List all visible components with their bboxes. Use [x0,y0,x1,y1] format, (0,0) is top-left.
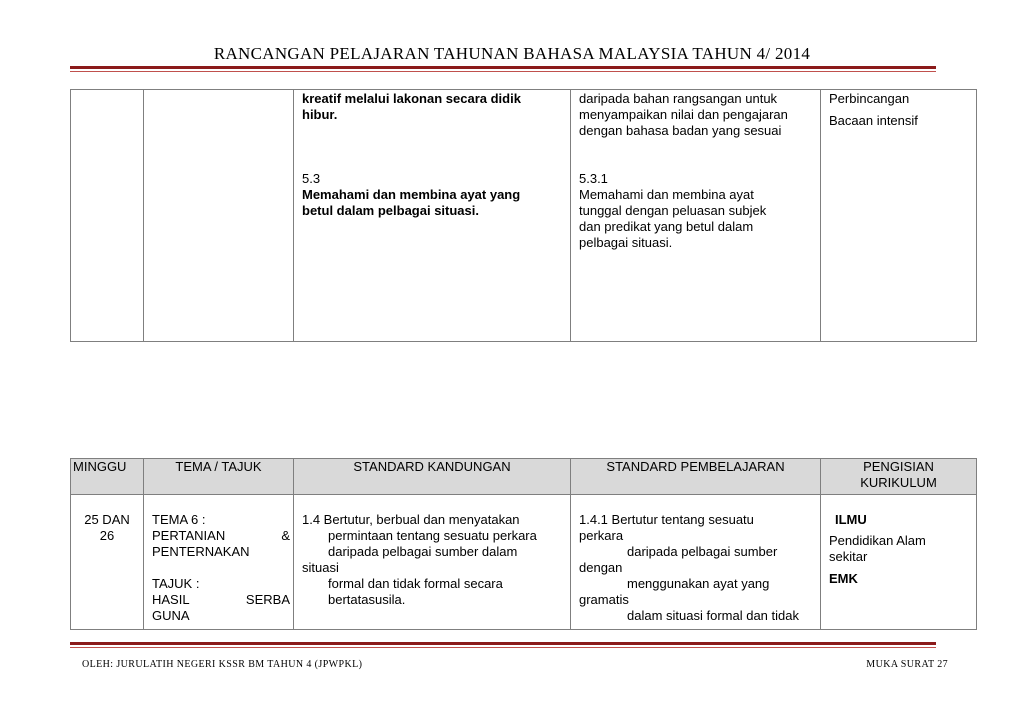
tema-cell [144,495,294,630]
pk-emk: EMK [829,571,858,586]
header-pk-line: PENGISIAN [863,459,934,474]
sp-continued-line: daripada bahan rangsangan untuk [579,91,778,106]
pk-item: Perbincangan [829,91,910,106]
sk-line: 1.4 Bertutur, berbual dan menyatakan [302,512,520,527]
sp-line: dan predikat yang betul dalam [579,219,754,234]
tajuk-name: HASIL SERBA [152,592,290,607]
plan-table [70,458,977,630]
pk-item: Bacaan intensif [829,113,918,128]
pk-ilmu: ILMU [835,512,867,527]
sk-line: permintaan tentang sesuatu perkara [328,528,537,543]
minggu-value: 26 [99,528,115,543]
footer-rule-thick [70,642,936,645]
tajuk-name: GUNA [152,608,190,623]
page-title: RANCANGAN PELAJARAN TAHUNAN BAHASA MALAYSIA TAHUN 4/ 2014 [213,44,811,63]
header-sp: STANDARD PEMBELAJARAN [571,459,821,495]
sp-code: 5.3.1 [579,171,608,186]
table-header-row [71,459,977,495]
footer-rule-thin [70,647,936,648]
sk-line: situasi [302,560,339,575]
pengisian-kurikulum-cell [821,90,977,342]
tema-cell [144,90,294,342]
tema-name: PERTANIAN & [152,528,290,543]
tajuk-label: TAJUK : [152,576,200,591]
sk-code: 5.3 [302,171,321,186]
table-row [71,495,977,630]
header-tema: TEMA / TAJUK [144,459,294,495]
pengisian-kurikulum-cell [821,495,977,630]
pk-item: Pendidikan Alam [829,533,926,548]
header-pk-line: KURIKULUM [860,475,937,490]
tema-name: PENTERNAKAN [152,544,250,559]
sp-line: perkara [579,528,624,543]
header-sk: STANDARD KANDUNGAN [294,459,571,495]
header-rule-thick [70,66,936,69]
sp-line: tunggal dengan peluasan subjek [579,203,767,218]
sk-line: betul dalam pelbagai situasi. [302,203,479,218]
sk-continued-line: hibur. [302,107,338,122]
sp-line: gramatis [579,592,629,607]
pk-item: sekitar [829,549,868,564]
sk-line: Memahami dan membina ayat yang [302,187,521,202]
continuation-table [70,89,977,342]
standard-kandungan-cell [294,90,571,342]
sk-line: bertatasusila. [328,592,406,607]
footer-page-number: MUKA SURAT 27 [866,659,948,670]
standard-pembelajaran-cell [571,495,821,630]
sp-line: pelbagai situasi. [579,235,673,250]
minggu-value: 25 DAN [84,512,130,527]
sp-line: menggunakan ayat yang [627,576,770,591]
sp-line: daripada pelbagai sumber [627,544,778,559]
sp-continued-line: menyampaikan nilai dan pengajaran [579,107,788,122]
minggu-cell [71,90,144,342]
sp-line: 1.4.1 Bertutur tentang sesuatu [579,512,754,527]
sp-continued-line: dengan bahasa badan yang sesuai [579,123,782,138]
standard-kandungan-cell [294,495,571,630]
footer-author: OLEH: JURULATIH NEGERI KSSR BM TAHUN 4 (JPWPKL) [82,659,363,670]
sk-continued-line: kreatif melalui lakonan secara didik [302,91,521,106]
sp-line: Memahami dan membina ayat [579,187,754,202]
table-row [71,90,977,342]
header-pk [821,459,977,495]
sk-line: daripada pelbagai sumber dalam [328,544,518,559]
minggu-cell [71,495,144,630]
header-rule-thin [70,71,936,72]
sk-line: formal dan tidak formal secara [328,576,503,591]
header-minggu: MINGGU [71,459,144,495]
sp-line: dengan [579,560,623,575]
tema-label: TEMA 6 : [152,512,206,527]
standard-pembelajaran-cell [571,90,821,342]
sp-line: dalam situasi formal dan tidak [627,608,799,623]
